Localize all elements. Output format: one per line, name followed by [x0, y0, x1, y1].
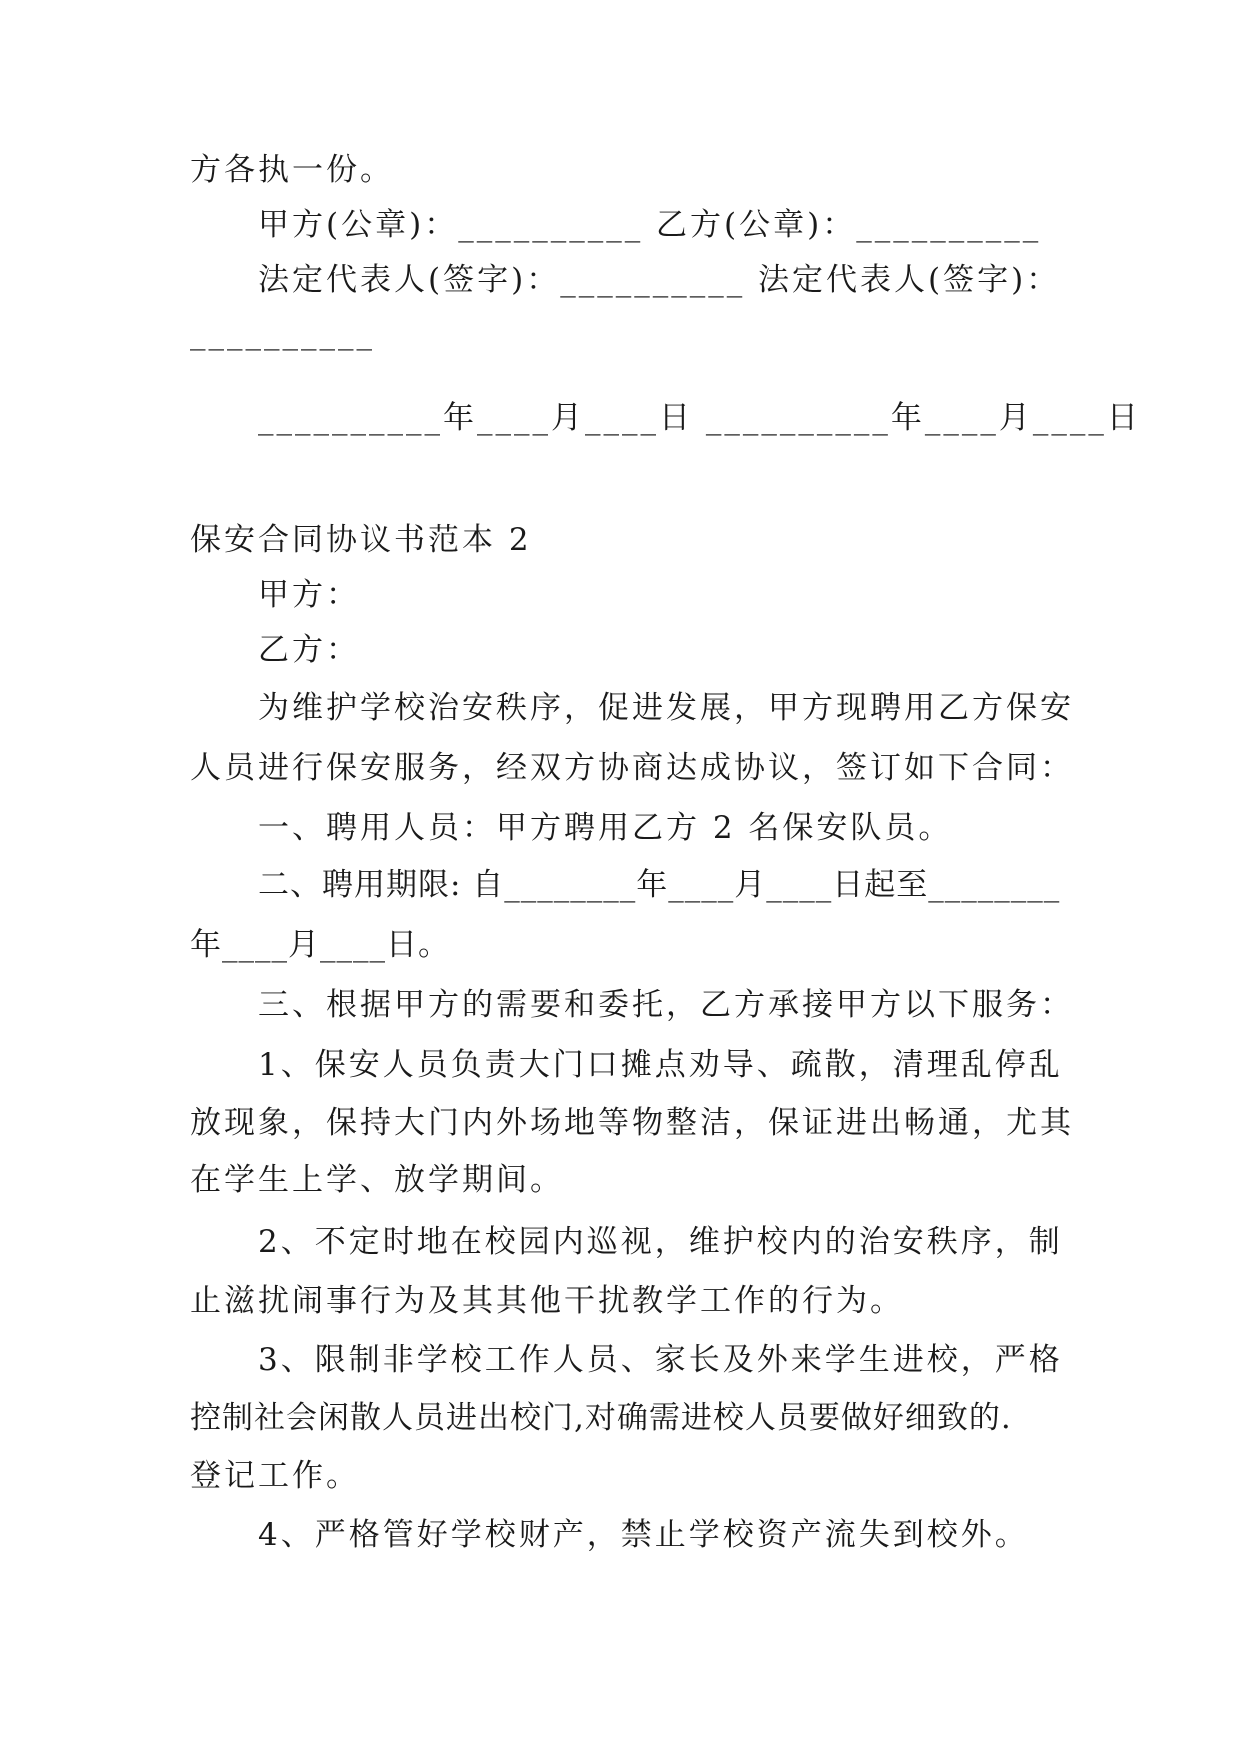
- text-line: 为维护学校治安秩序，促进发展，甲方现聘用乙方保安: [258, 690, 1074, 726]
- text-line: 控制社会闲散人员进出校门,对确需进校人员要做好细致的.: [190, 1400, 1012, 1436]
- text-line: 4、严格管好学校财产，禁止学校资产流失到校外。: [258, 1517, 1029, 1553]
- text-line: 2、不定时地在校园内巡视，维护校内的治安秩序，制: [258, 1224, 1063, 1260]
- text-line: 一、聘用人员：甲方聘用乙方 2 名保安队员。: [258, 810, 953, 846]
- text-line: 甲方：: [258, 577, 360, 613]
- text-line: __________年____月____日 __________年____月____日: [258, 400, 1141, 436]
- text-line: 法定代表人(签字)：__________ 法定代表人(签字)：: [258, 262, 1061, 298]
- text-line: 止滋扰闹事行为及其其他干扰教学工作的行为。: [190, 1283, 904, 1319]
- text-line: 三、根据甲方的需要和委托，乙方承接甲方以下服务：: [258, 987, 1074, 1023]
- text-line: 3、限制非学校工作人员、家长及外来学生进校，严格: [258, 1342, 1063, 1378]
- text-line: __________: [190, 315, 375, 351]
- text-line: 年____月____日。: [190, 927, 450, 963]
- text-line: 登记工作。: [190, 1458, 360, 1494]
- text-line: 放现象，保持大门内外场地等物整洁，保证进出畅通，尤其: [190, 1105, 1074, 1141]
- text-line: 乙方：: [258, 632, 360, 668]
- text-line: 1、保安人员负责大门口摊点劝导、疏散，清理乱停乱: [258, 1047, 1063, 1083]
- text-line: 人员进行保安服务，经双方协商达成协议，签订如下合同：: [190, 750, 1074, 786]
- text-line: 二、聘用期限: 自________年____月____日起至________: [258, 867, 1061, 903]
- text-line: 方各执一份。: [190, 152, 394, 188]
- text-line: 甲方(公章)：__________ 乙方(公章)：__________: [258, 207, 1042, 243]
- text-line: 在学生上学、放学期间。: [190, 1162, 564, 1198]
- section-title: 保安合同协议书范本 2: [190, 522, 532, 558]
